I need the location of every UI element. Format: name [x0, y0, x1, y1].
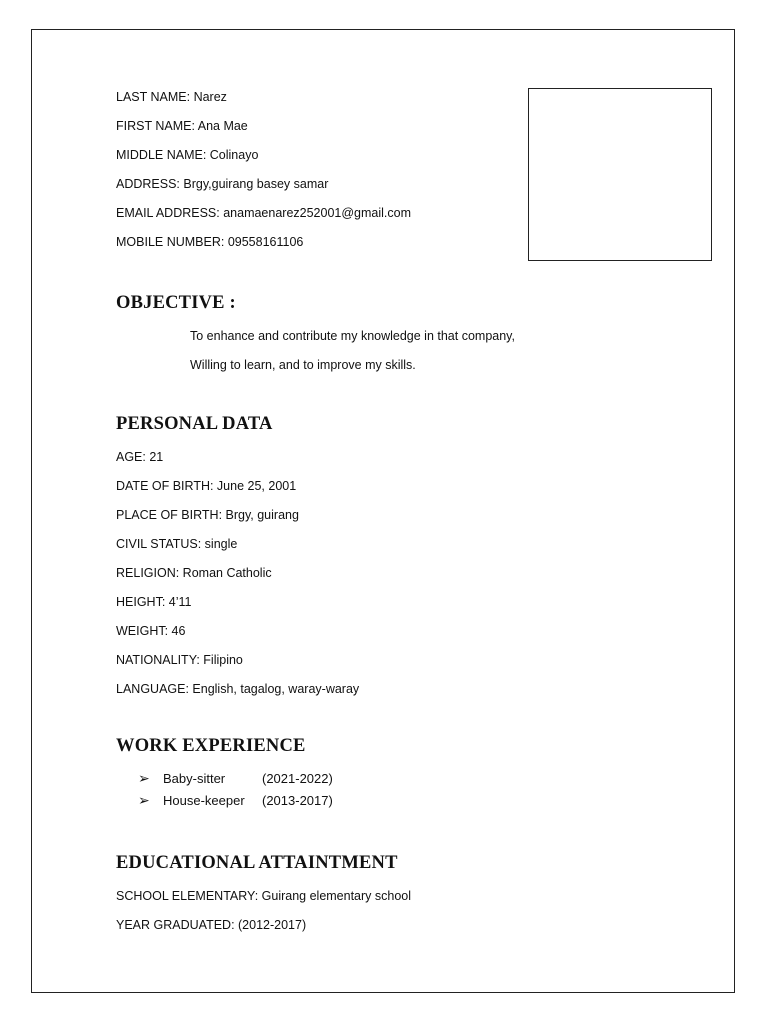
objective-line-1: To enhance and contribute my knowledge in that company, — [190, 329, 515, 343]
email-line: EMAIL ADDRESS: anamaenarez252001@gmail.com — [116, 206, 412, 220]
weight-line: WEIGHT: 46 — [116, 624, 186, 638]
personal-data-heading: PERSONAL DATA — [116, 414, 273, 434]
objective-line-2: Willing to learn, and to improve my skills. — [190, 358, 416, 372]
middle-name-line: MIDDLE NAME: Colinayo — [116, 148, 259, 162]
objective-heading: OBJECTIVE : — [116, 293, 236, 313]
address-line: ADDRESS: Brgy,guirang basey samar — [116, 177, 329, 191]
mobile-line: MOBILE NUMBER: 09558161106 — [116, 235, 304, 249]
school-line: SCHOOL ELEMENTARY: Guirang elementary school — [116, 889, 412, 903]
work-item-years: (2021-2022) — [262, 771, 333, 786]
religion-line: RELIGION: Roman Catholic — [116, 566, 272, 580]
place-of-birth-line: PLACE OF BIRTH: Brgy, guirang — [116, 508, 299, 522]
work-experience-heading: WORK EXPERIENCE — [116, 736, 306, 756]
photo-placeholder — [528, 88, 712, 261]
language-line: LANGUAGE: English, tagalog, waray-waray — [116, 682, 360, 696]
arrow-bullet-icon: ➢ — [138, 770, 150, 786]
last-name-line: LAST NAME: Narez — [116, 90, 227, 104]
date-of-birth-line: DATE OF BIRTH: June 25, 2001 — [116, 479, 297, 493]
nationality-line: NATIONALITY: Filipino — [116, 653, 243, 667]
civil-status-line: CIVIL STATUS: single — [116, 537, 238, 551]
work-item-role: House-keeper — [163, 793, 245, 808]
work-item-role: Baby-sitter — [163, 771, 226, 786]
work-item-years: (2013-2017) — [262, 793, 333, 808]
education-heading: EDUCATIONAL ATTAINTMENT — [116, 853, 398, 873]
height-line: HEIGHT: 4’11 — [116, 595, 192, 609]
arrow-bullet-icon: ➢ — [138, 792, 150, 808]
first-name-line: FIRST NAME: Ana Mae — [116, 119, 248, 133]
year-graduated-line: YEAR GRADUATED: (2012-2017) — [116, 918, 307, 932]
age-line: AGE: 21 — [116, 450, 164, 464]
